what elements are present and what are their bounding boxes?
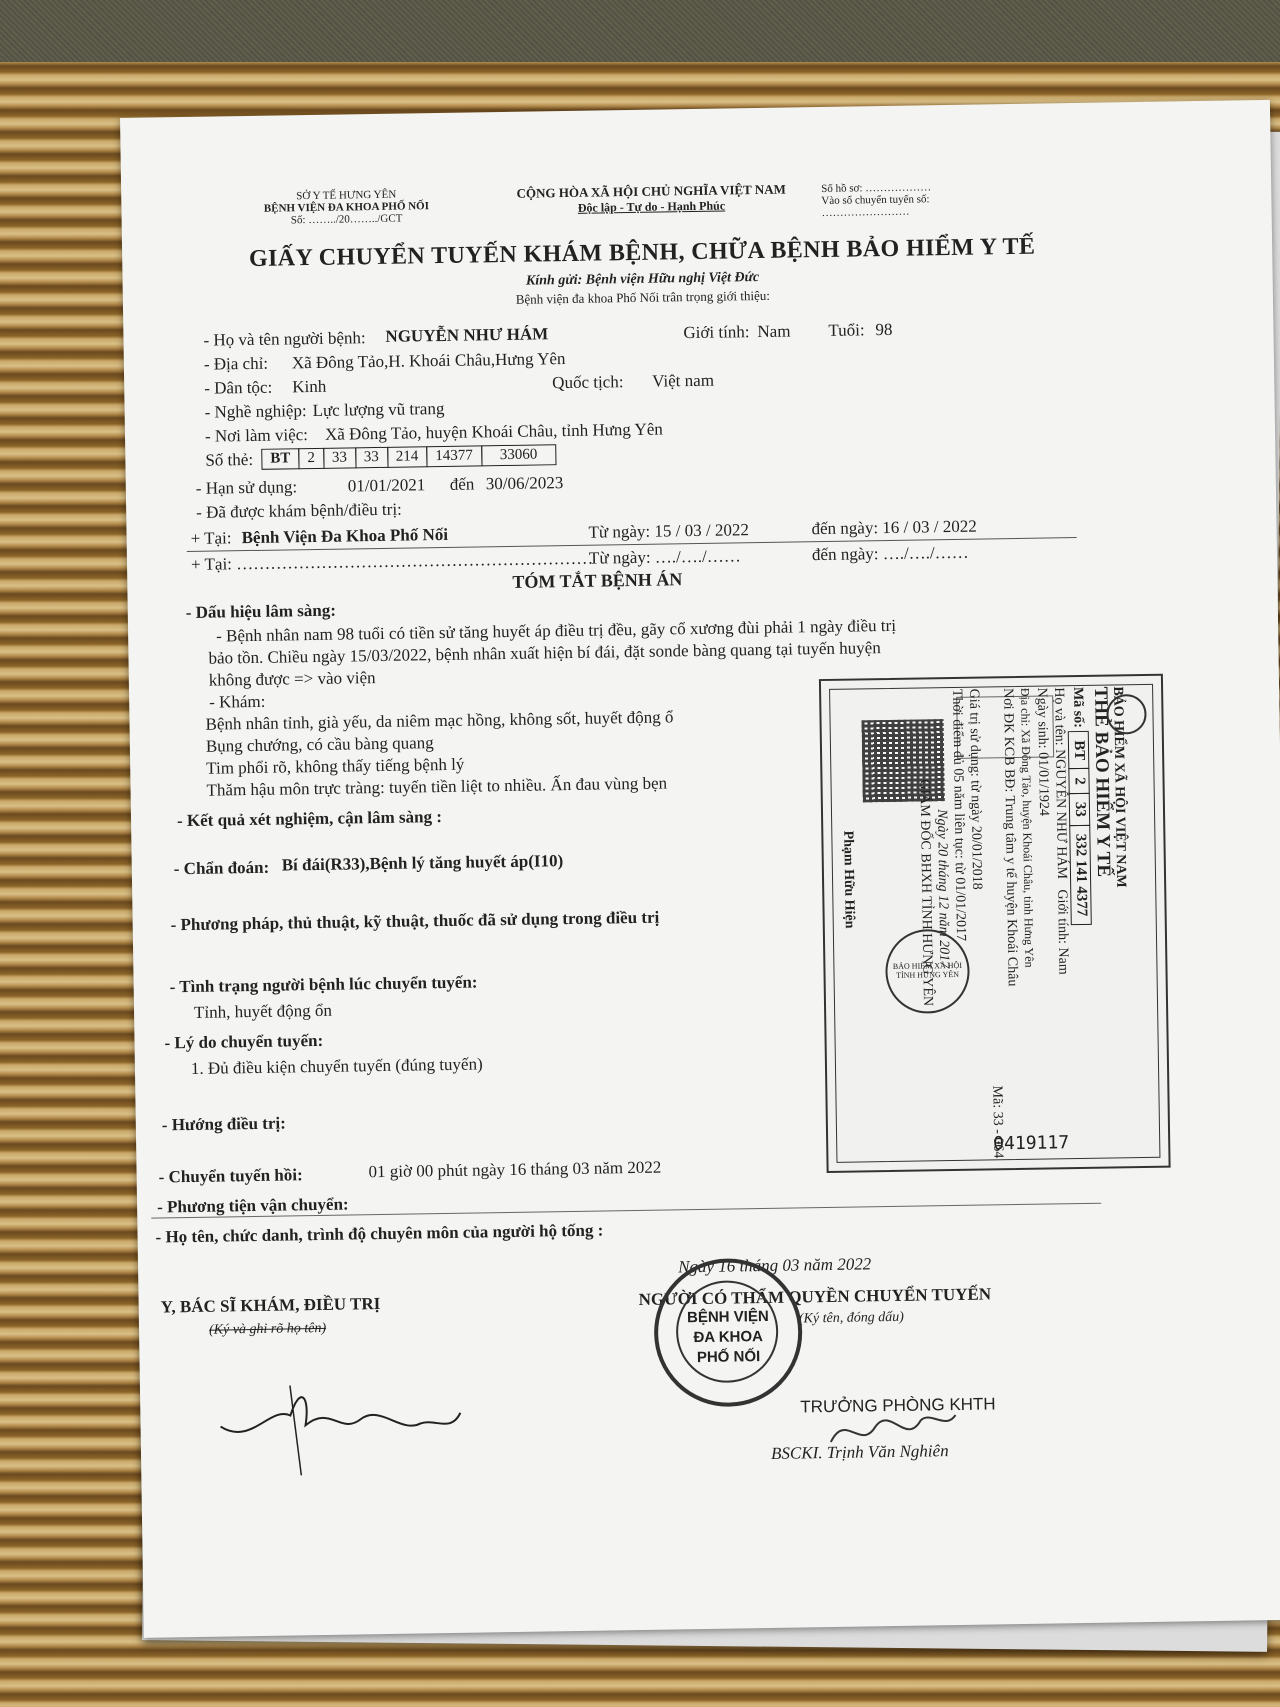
header-center bbox=[481, 181, 821, 217]
head-signature bbox=[820, 1400, 961, 1462]
doctor-title: Y, BÁC SĨ KHÁM, ĐIỀU TRỊ bbox=[160, 1294, 381, 1317]
card-signer: Phạm Hữu Hiện bbox=[840, 830, 857, 929]
hospital-stamp bbox=[653, 1257, 803, 1407]
footer-date: Ngày 16 tháng 03 năm 2022 bbox=[677, 1254, 872, 1277]
transfer-time: 01 giờ 00 phút ngày 16 tháng 03 năm 2022 bbox=[368, 1157, 662, 1182]
patient-ethnic: Kinh bbox=[292, 376, 327, 397]
header-transfer-book: Vào sổ chuyển tuyến số: bbox=[821, 193, 930, 207]
insurance-card-text bbox=[837, 686, 1133, 1160]
card-cell: 14377 bbox=[426, 445, 482, 467]
to-line: Kính gửi: Bệnh viện Hữu nghị Việt Đức bbox=[525, 269, 760, 289]
place1: Bệnh Viện Đa Khoa Phố Nối bbox=[241, 524, 449, 548]
card-title: THẺ BẢO HIỂM Y TẾ bbox=[1090, 686, 1115, 878]
to-date-2: đến ngày: …./…./…… bbox=[811, 542, 969, 565]
patient-address: Xã Đông Tảo,H. Khoái Châu,Hưng Yên bbox=[291, 349, 566, 373]
intro-line: Bệnh viện đa khoa Phố Nối trân trọng giới thiệu: bbox=[515, 287, 771, 307]
transfer-document bbox=[120, 100, 1280, 1638]
age-label: Tuổi: bbox=[828, 320, 865, 340]
patient-name: NGUYỄN NHƯ HÁM bbox=[385, 324, 549, 346]
diagnosis-label: - Chẩn đoán: bbox=[173, 857, 270, 879]
patient-nationality: Việt nam bbox=[652, 370, 715, 391]
clinical-label: - Dấu hiệu lâm sàng: bbox=[185, 600, 337, 623]
doctor-note: (Ký và ghi rõ họ tên) bbox=[208, 1320, 327, 1338]
authority-title: NGƯỜI CÓ THẨM QUYỀN CHUYỂN TUYẾN bbox=[638, 1284, 992, 1309]
card-cell: 33 bbox=[355, 447, 388, 469]
gender-label: Giới tính: bbox=[683, 322, 750, 343]
insurance-card bbox=[819, 674, 1171, 1173]
exam-line-1: Bệnh nhân tỉnh, già yếu, da niêm mạc hồng, không sốt, huyết động ổ bbox=[205, 707, 674, 734]
card-code-label: Mã số: bbox=[1070, 686, 1086, 728]
exam-line-3: Tim phổi rõ, không thấy tiếng bệnh lý bbox=[206, 754, 465, 778]
patient-age: 98 bbox=[875, 319, 893, 340]
condition-label: - Tình trạng người bệnh lúc chuyển tuyến: bbox=[169, 972, 478, 997]
methods-label: - Phương pháp, thủ thuật, kỹ thuật, thuốc đã sử dụng trong điều trị bbox=[170, 907, 660, 935]
validity-label: - Hạn sử dụng: bbox=[195, 477, 298, 498]
workplace-label: - Nơi làm việc: bbox=[204, 425, 309, 446]
header-hospital: BỆNH VIỆN ĐA KHOA PHỐ NỐI bbox=[263, 200, 430, 215]
card-code-cell: BT bbox=[1068, 731, 1090, 769]
header-right bbox=[821, 181, 932, 219]
name-label: - Họ và tên người bệnh: bbox=[203, 328, 366, 350]
exam-line-2: Bụng chướng, có cầu bàng quang bbox=[205, 733, 434, 756]
place2: + Tại: ……………………………………………………… bbox=[190, 548, 594, 574]
summary-heading: TÓM TẮT BỆNH ÁN bbox=[512, 569, 683, 592]
transport-label: - Phương tiện vận chuyển: bbox=[156, 1194, 349, 1217]
patient-workplace: Xã Đông Tảo, huyện Khoái Châu, tỉnh Hưng Yên bbox=[324, 419, 663, 444]
card-code-cell: 2 bbox=[1068, 768, 1089, 794]
valid-from: 01/01/2021 bbox=[347, 475, 426, 496]
place1-label: + Tại: bbox=[190, 528, 232, 548]
card-valid: Giá trị sử dụng: từ ngày 20/01/2018 bbox=[966, 688, 985, 890]
reason-label: - Lý do chuyển tuyến: bbox=[164, 1030, 324, 1053]
escort-label: - Họ tên, chức danh, trình độ chuyên môn của người hộ tống : bbox=[155, 1220, 604, 1247]
diagnosis: Bí đái(R33),Bệnh lý tăng huyết áp(I10) bbox=[281, 851, 564, 875]
card-number-boxes bbox=[261, 444, 555, 470]
card-cell: 2 bbox=[298, 448, 324, 469]
hospital-stamp-text: BỆNH VIỆN ĐA KHOA PHỐ NỐI bbox=[686, 1307, 769, 1367]
header-number: Số: ……../20……../GCT bbox=[290, 212, 403, 227]
from-date-1: Từ ngày: 15 / 03 / 2022 bbox=[588, 520, 750, 542]
insurance-stamp-text: BẢO HIỂM XÃ HỘI TỈNH HƯNG YÊN bbox=[892, 960, 963, 980]
nationality-label: Quốc tịch: bbox=[552, 372, 624, 393]
card-registered-code: Mã: 33 - 064 bbox=[989, 1085, 1006, 1159]
document-title: GIẤY CHUYỂN TUYẾN KHÁM BỆNH, CHỮA BỆNH BẢO HIỂM Y TẾ bbox=[248, 233, 1036, 272]
card-label: Số thẻ: bbox=[205, 449, 254, 470]
job-label: - Nghề nghiệp: bbox=[204, 401, 307, 422]
card-director: GIÁM ĐỐC BHXH TỈNH HƯNG YÊN bbox=[916, 779, 936, 1007]
to-date-1: đến ngày: 16 / 03 / 2022 bbox=[811, 516, 977, 539]
header-motto: Độc lập - Tự do - Hạnh Phúc bbox=[577, 198, 726, 215]
card-cell: 33 bbox=[323, 447, 356, 469]
patient-job: Lực lượng vũ trang bbox=[312, 398, 445, 421]
card-date: Ngày 20 tháng 12 năm 2017 bbox=[933, 809, 952, 969]
time-label: - Chuyển tuyến hồi: bbox=[158, 1165, 303, 1187]
condition: Tỉnh, huyết động ổn bbox=[193, 1000, 333, 1022]
exam-label: - Khám: bbox=[209, 691, 266, 712]
header-dept: SỞ Y TẾ HƯNG YÊN bbox=[296, 188, 397, 203]
card-five-years: Thời điểm đủ 05 năm liên tục: từ 01/01/2017 bbox=[949, 688, 969, 942]
card-gender: Giới tính: Nam bbox=[1054, 889, 1071, 975]
card-cell: BT bbox=[261, 448, 299, 470]
treated-label: - Đã được khám bệnh/điều trị: bbox=[196, 499, 402, 522]
authority-note: (Ký tên, đóng dấu) bbox=[798, 1309, 905, 1327]
clinical-line-2: bảo tồn. Chiều ngày 15/03/2022, bệnh nhân xuất hiện bí đái, đặt sonde bàng quang tại tuyến huyện bbox=[208, 638, 881, 668]
card-code-cell: 332 141 4377 bbox=[1069, 825, 1092, 926]
direction-label: - Hướng điều trị: bbox=[161, 1113, 286, 1135]
head-name: BSCKI. Trịnh Văn Nghiên bbox=[770, 1441, 949, 1463]
card-org: BẢO HIỂM XÃ HỘI VIỆT NAM bbox=[1110, 686, 1129, 888]
card-cell: 214 bbox=[387, 446, 428, 468]
valid-to-label: đến bbox=[449, 474, 475, 494]
card-code-cell: 33 bbox=[1069, 793, 1091, 826]
header-left bbox=[226, 188, 467, 228]
head-title: TRƯỞNG PHÒNG KHTH bbox=[800, 1394, 996, 1417]
card-address: Địa chỉ: Xã Đông Tảo, huyện Khoái Châu, tỉnh Hưng Yên bbox=[1018, 687, 1037, 968]
header-transfer-book-dots: …………………… bbox=[821, 205, 910, 219]
reason: 1. Đủ điều kiện chuyển tuyến (đúng tuyến) bbox=[190, 1054, 483, 1079]
doctor-signature bbox=[210, 1363, 472, 1487]
valid-to: 30/06/2023 bbox=[485, 473, 564, 494]
card-dob: Ngày sinh: 01/01/1924 bbox=[1034, 687, 1052, 817]
ethnic-label: - Dân tộc: bbox=[204, 377, 273, 398]
card-registered: Nơi ĐK KCB BĐ: Trung tâm y tế huyện Khoái Châu bbox=[1000, 688, 1020, 987]
clinical-line-3: không được => vào viện bbox=[208, 668, 376, 690]
header-file-no: Số hồ sơ: ……………… bbox=[821, 181, 932, 195]
header-country: CỘNG HÒA XÃ HỘI CHỦ NGHĨA VIỆT NAM bbox=[516, 181, 786, 201]
clinical-line-1: - Bệnh nhân nam 98 tuổi có tiền sử tăng huyết áp điều trị đều, gãy cổ xương đùi phải 1 ngày điều trị bbox=[215, 615, 897, 646]
from-date-2: Từ ngày: …./…./…… bbox=[588, 546, 741, 568]
card-serial: 0419117 bbox=[993, 1132, 1070, 1155]
tests-label: - Kết quả xét nghiệm, cận lâm sàng : bbox=[176, 807, 443, 831]
card-cell: 33060 bbox=[481, 444, 557, 466]
address-label: - Địa chỉ: bbox=[203, 353, 269, 374]
patient-gender: Nam bbox=[757, 321, 791, 342]
exam-line-4: Thăm hậu môn trực tràng: tuyến tiền liệt to nhiều. Ấn đau vùng bẹn bbox=[206, 773, 668, 800]
fabric-background bbox=[0, 0, 1280, 62]
card-name-text: Họ và tên: NGUYỄN NHƯ HÁM bbox=[1051, 687, 1070, 880]
